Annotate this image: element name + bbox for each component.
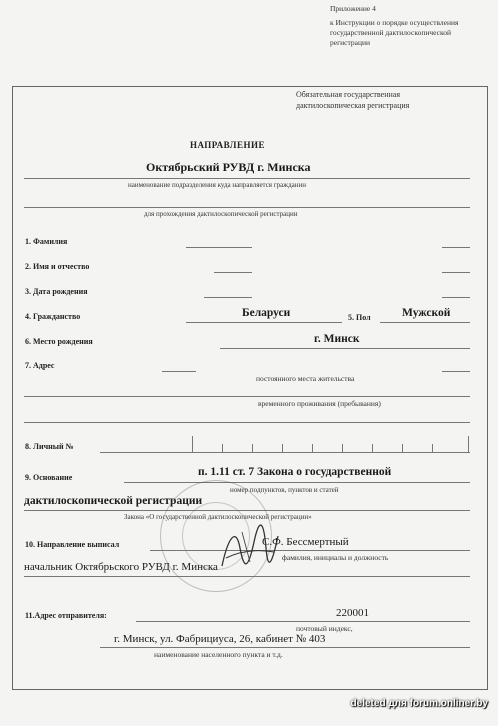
name-label: 2. Имя и отчество <box>25 262 90 271</box>
address-extra-line <box>24 422 470 423</box>
address-line-1 <box>162 371 196 372</box>
citizenship-line <box>186 322 342 323</box>
personal-no-tick <box>342 444 343 452</box>
issuer-name: С.Ф. Бессмертный <box>262 536 349 548</box>
basis-caption-2: Закона «О государственной дактилоскопической регистрации» <box>124 513 312 521</box>
basis-line-1 <box>124 482 470 483</box>
appendix-label: Приложение 4 <box>330 4 376 13</box>
personal-no-tick <box>468 436 469 452</box>
surname-label: 1. Фамилия <box>25 237 68 246</box>
basis-caption-1: номер подпунктов, пунктов и статей <box>230 486 339 494</box>
box-header-line-2: дактилоскопическая регистрация <box>296 101 410 110</box>
issuer-line <box>150 550 470 551</box>
sex-value: Мужской <box>402 307 451 319</box>
personal-no-tick <box>282 444 283 452</box>
instruction-line-3: регистрации <box>330 38 370 47</box>
address-label: 7. Адрес <box>25 361 55 370</box>
personal-no-tick <box>372 444 373 452</box>
basis-label: 9. Основание <box>25 473 73 482</box>
birthdate-label: 3. Дата рождения <box>25 287 88 296</box>
permanent-caption: постоянного места жительства <box>256 374 355 383</box>
personal-no-tick <box>252 444 253 452</box>
sender-line <box>136 621 470 622</box>
sender-label: 11.Адрес отправителя: <box>25 611 107 620</box>
citizenship-value: Беларуси <box>242 307 291 319</box>
postal-caption: почтовый индекс, <box>296 624 353 633</box>
basis-value-line-2: дактилоскопической регистрации <box>24 495 203 507</box>
personal-no-tick <box>312 444 313 452</box>
box-header-line-1: Обязательная государственная <box>296 90 400 99</box>
forum-watermark: deleted для forum.onliner.by <box>350 698 488 709</box>
address-line-2 <box>442 371 470 372</box>
department-caption: наименование подразделения куда направляется гражданин <box>128 181 307 189</box>
issuer-position: начальник Октябрьского РУВД г. Минска <box>24 561 218 573</box>
name-line-2 <box>442 272 470 273</box>
instruction-line-1: к Инструкции о порядке осуществления <box>330 18 459 27</box>
personal-no-line <box>100 452 470 453</box>
form-title: НАПРАВЛЕНИЕ <box>190 140 265 150</box>
form-frame <box>12 86 488 690</box>
purpose-line <box>24 207 470 208</box>
department-line <box>24 178 470 179</box>
sex-line <box>380 322 470 323</box>
name-line-1 <box>214 272 252 273</box>
department-value: Октябрьский РУВД г. Минска <box>146 160 311 174</box>
birthdate-line-1 <box>204 297 252 298</box>
basis-value-line-1: п. 1.11 ст. 7 Закона о государственной <box>198 466 392 478</box>
locality-caption: наименование населенного пункта и т.д. <box>154 650 283 659</box>
birthplace-value: г. Минск <box>314 333 360 345</box>
instruction-line-2: государственной дактилоскопической <box>330 28 451 37</box>
citizenship-label: 4. Гражданство <box>25 312 81 321</box>
surname-line-2 <box>442 247 470 248</box>
temporary-caption: временного проживания (пребывания) <box>258 399 381 408</box>
personal-no-label: 8. Личный № <box>25 442 74 451</box>
personal-no-tick <box>192 436 193 452</box>
personal-no-tick <box>222 444 223 452</box>
birthplace-line <box>220 348 470 349</box>
issuer-caption: фамилия, инициалы и должность <box>282 553 389 562</box>
sender-address-line <box>100 647 470 648</box>
personal-no-tick <box>432 444 433 452</box>
sender-address: г. Минск, ул. Фабрициуса, 26, кабинет № 403 <box>114 633 326 645</box>
personal-no-tick <box>402 444 403 452</box>
surname-line-1 <box>186 247 252 248</box>
issued-label: 10. Направление выписал <box>25 540 120 549</box>
birthplace-label: 6. Место рождения <box>25 337 93 346</box>
birthdate-line-2 <box>442 297 470 298</box>
purpose-caption: для прохождения дактилоскопической регистрации <box>144 210 298 218</box>
temporary-line <box>24 396 470 397</box>
postal-code: 220001 <box>336 607 369 619</box>
signature <box>214 518 284 578</box>
sex-label: 5. Пол <box>348 313 371 322</box>
